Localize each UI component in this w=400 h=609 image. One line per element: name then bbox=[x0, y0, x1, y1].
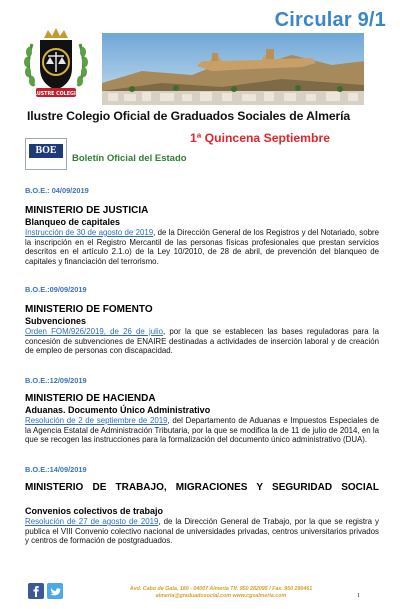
twitter-icon[interactable] bbox=[47, 583, 63, 599]
section-link[interactable]: Resolución de 2 de septiembre de 2019 bbox=[25, 416, 168, 425]
section-topic: Aduanas. Documento Único Administrativo bbox=[25, 405, 211, 415]
facebook-icon[interactable] bbox=[28, 583, 44, 599]
college-logo-icon bbox=[20, 24, 92, 102]
section-topic: Subvenciones bbox=[25, 316, 87, 326]
section-topic: Blanqueo de capitales bbox=[25, 217, 121, 227]
section-ministry: MINISTERIO DE JUSTICIA bbox=[25, 205, 149, 216]
section-text: , del Departamento de Aduanas e Impuestos Especiales de la Agencia Estatal de Administración Tributaria, por la que se modifica la de 11 de julio de 2014, en la que se recogen las instrucciones para la formalización del documento único administrativo (DUA). bbox=[25, 416, 380, 445]
section-date: B.O.E.: 04/09/2019 bbox=[25, 186, 89, 195]
boe-logo-text: BOE bbox=[29, 144, 63, 158]
circular-title: Circular 9/1 bbox=[274, 9, 386, 31]
section-text: , por la que se establecen las bases reguladoras para la concesión de subvenciones de ENAIRE destinadas a actividades de inserción laboral y de creación de empleo de personas con discapacidad. bbox=[25, 327, 379, 356]
social-icons bbox=[28, 583, 66, 599]
header-photo bbox=[102, 33, 364, 105]
college-name: Ilustre Colegio Oficial de Graduados Sociales de Almería bbox=[27, 109, 351, 123]
section-date: B.O.E.:14/09/2019 bbox=[25, 465, 87, 474]
footer-address bbox=[96, 586, 346, 600]
footer-line-1: Avd. Cabo de Gata, 180 - 04007 Almería Tlf. 950 282095 / Fax. 950 280461 bbox=[129, 586, 313, 592]
section-link[interactable]: Orden FOM/926/2019, de 26 de julio bbox=[25, 327, 164, 336]
section-topic: Convenios colectivos de trabajo bbox=[25, 506, 164, 516]
section-text: , de la Dirección General de Trabajo, por la que se registra y publica el VIII Convenio colectivo nacional de universidades privadas, centros universitarios privados y centros de formación de postgraduados. bbox=[25, 517, 379, 546]
section-ministry: MINISTERIO DE FOMENTO bbox=[25, 304, 153, 315]
section-ministry: MINISTERIO DE TRABAJO, MIGRACIONES Y SEGURIDAD SOCIAL bbox=[25, 482, 379, 493]
section-body bbox=[25, 228, 379, 266]
section-date: B.O.E.:09/09/2019 bbox=[25, 285, 87, 294]
section-text: , de la Dirección General de los Registros y del Notariado, sobre la inscripción en el Registro Mercantil de las personas físicas profesionales que prestan servicios descritos en el artículo 2.1.o) de la Ley 10/2010, de 28 de abril, de prevención del blanqueo de capitales y financiación del terrorismo. bbox=[25, 228, 379, 266]
logo-ribbon-text: ILUSTRE COLEGIO bbox=[32, 92, 80, 97]
boe-title: Boletín Oficial del Estado bbox=[72, 153, 187, 164]
footer-line-2: almeria@graduadosocial.com www.cgsalmeria.com bbox=[155, 593, 287, 599]
section-link[interactable]: Instrucción de 30 de agosto de 2019 bbox=[25, 228, 154, 237]
section-body bbox=[25, 517, 379, 546]
quincena-label: 1ª Quincena Septiembre bbox=[190, 131, 330, 145]
section-ministry: MINISTERIO DE HACIENDA bbox=[25, 393, 156, 404]
boe-logo bbox=[25, 138, 67, 170]
section-date: B.O.E.:12/09/2019 bbox=[25, 376, 87, 385]
section-link[interactable]: Resolución de 27 de agosto de 2019 bbox=[25, 517, 159, 526]
section-body bbox=[25, 416, 379, 445]
section-body bbox=[25, 327, 379, 356]
page-number: 1 bbox=[357, 593, 360, 599]
